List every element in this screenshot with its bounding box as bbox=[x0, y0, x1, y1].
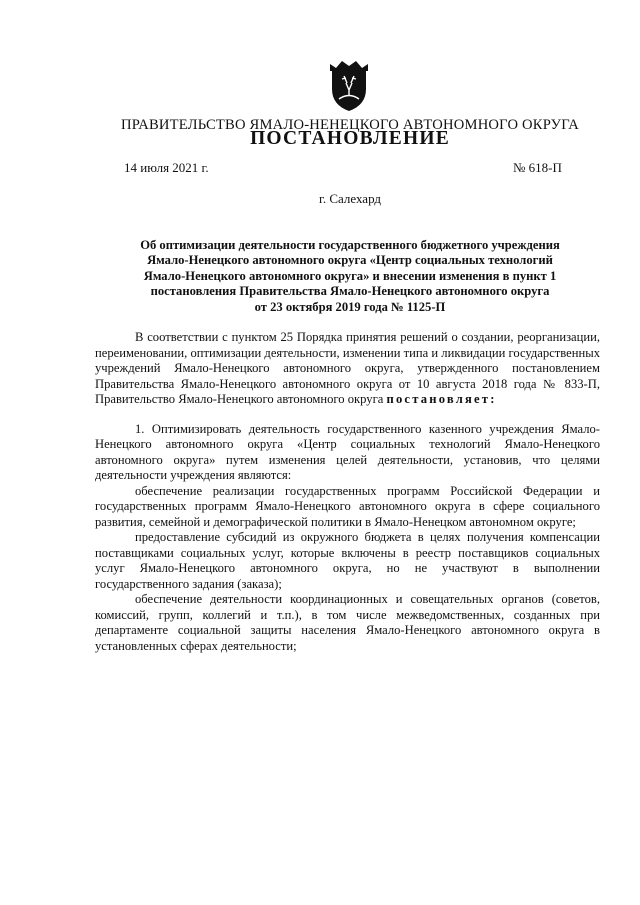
paragraph-goal-subsidies: предоставление субсидий из окружного бюджета в целях получения компенсации поставщиками социальных услуг, которые включены в реестр поставщиков социальных услуг Ямало-Ненецкого автономного округа, но не участвуют в выполнении государственного задания (заказа); bbox=[95, 530, 600, 591]
heading-line: Ямало-Ненецкого автономного округа «Центр социальных технологий bbox=[147, 253, 553, 268]
document-type: ПОСТАНОВЛЕНИЕ bbox=[250, 128, 450, 149]
heading-line: от 23 октября 2019 года № 1125-П bbox=[254, 299, 446, 314]
document-date: 14 июля 2021 г. bbox=[124, 160, 209, 175]
paragraph-goal-programs: обеспечение реализации государственных программ Российской Федерации и государственных программ Ямало-Ненецкого автономного округа в сфере социального развития, семейной и демографической политики в Ямало-Ненецком автономном округе; bbox=[95, 483, 600, 529]
decree-word: постановляет: bbox=[386, 392, 497, 406]
paragraph-item-1: 1. Оптимизировать деятельность государственного казенного учреждения Ямало-Ненецкого автономного округа «Центр социальных технологий Ямало-Ненецкого автономного округа» путем изменения целей деятельности, установив, что целями деятельности учреждения являются: bbox=[95, 421, 600, 482]
paragraph-goal-coordination: обеспечение деятельности координационных и совещательных органов (советов, комиссий, групп, коллегий и т.п.), в том числе межведомственных, созданных при департаменте социальной защиты населения Ямало-Ненецкого автономного округа в установленных сферах деятельности; bbox=[95, 592, 600, 653]
heading-line: Ямало-Ненецкого автономного округа» и внесении изменения в пункт 1 bbox=[143, 268, 557, 283]
heading-line: постановления Правительства Ямало-Ненецкого автономного округа bbox=[150, 284, 550, 299]
document-body bbox=[95, 330, 600, 654]
document-heading bbox=[90, 238, 610, 315]
preamble-text: В соответствии с пунктом 25 Порядка принятия решений о создании, реорганизации, переименовании, оптимизации деятельности, изменении типа и ликвидации государственных учреждений Ямало-Ненецкого автономного округа, утвержденного постановлением Правительства Ямало-Ненецкого автономного округа от 10 августа 2018 года № 833-П, Правительство Ямало-Ненецкого автономного округа bbox=[95, 330, 600, 406]
preamble-paragraph bbox=[95, 330, 600, 408]
document-city: г. Салехард bbox=[318, 191, 382, 206]
document-number: № 618-П bbox=[513, 160, 562, 175]
coat-of-arms-icon bbox=[324, 58, 374, 113]
government-name: ПРАВИТЕЛЬСТВО ЯМАЛО-НЕНЕЦКОГО АВТОНОМНОГО ОКРУГА bbox=[121, 117, 579, 133]
heading-line: Об оптимизации деятельности государственного бюджетного учреждения bbox=[140, 238, 560, 252]
